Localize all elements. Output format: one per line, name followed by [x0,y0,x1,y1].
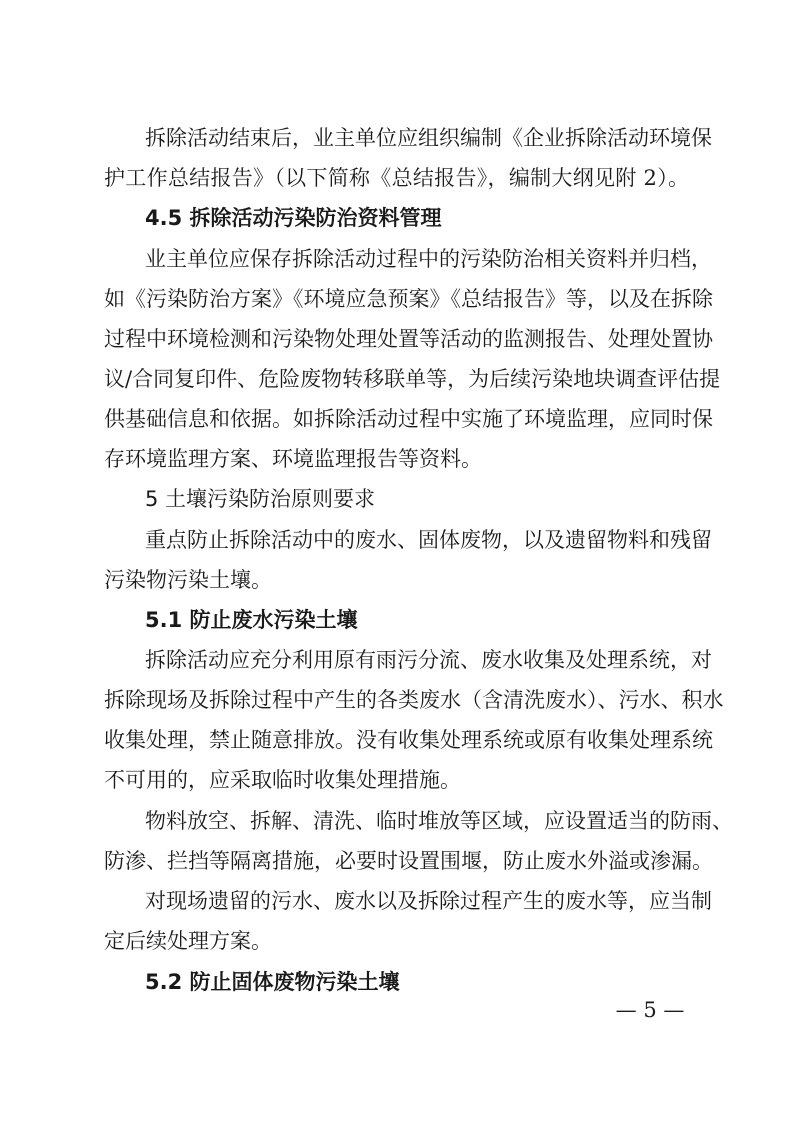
paragraph-line: 定后续处理方案。 [104,929,272,953]
paragraph-line: 防渗、拦挡等隔离措施，必要时设置围堰，防止废水外溢或渗漏。 [104,849,713,873]
paragraph-line: 业主单位应保存拆除活动过程中的污染防治相关资料并归档， [145,247,712,271]
paragraph-line: 不可用的，应采取临时收集处理措施。 [104,768,461,792]
paragraph-line: 过程中环境检测和污染物处理处置等活动的监测报告、处理处置协 [104,327,713,351]
paragraph-line: 拆除活动应充分利用原有雨污分流、废水收集及处理系统，对 [145,648,712,672]
paragraph-line: 护工作总结报告》（以下简称《总结报告》，编制大纲见附 2）。 [104,166,689,190]
paragraph-line: 对现场遗留的污水、废水以及拆除过程产生的废水等，应当制 [145,889,712,913]
paragraph-line: 拆除活动结束后，业主单位应组织编制《企业拆除活动环境保 [145,126,712,150]
section-heading-5-1: 5.1 防止废水污染土壤 [145,608,358,632]
paragraph-line: 污染物污染土壤。 [104,568,272,592]
section-heading-4-5: 4.5 拆除活动污染防治资料管理 [145,206,442,230]
paragraph-line: 拆除现场及拆除过程中产生的各类废水（含清洗废水）、污水、积水 [104,688,724,712]
paragraph-line: 存环境监理方案、环境监理报告等资料。 [104,447,482,471]
section-heading-5-2: 5.2 防止固体废物污染土壤 [145,970,400,994]
section-heading-5: 5 土壤污染防治原则要求 [145,487,376,511]
page-number: — 5 — [615,998,685,1022]
paragraph-line: 如《污染防治方案》《环境应急预案》《总结报告》等，以及在拆除 [104,287,713,311]
paragraph-line: 收集处理，禁止随意排放。没有收集处理系统或原有收集处理系统 [104,728,713,752]
paragraph-line: 议/合同复印件、危险废物转移联单等，为后续污染地块调查评估提 [104,367,721,391]
paragraph-line: 供基础信息和依据。如拆除活动过程中实施了环境监理，应同时保 [104,407,713,431]
paragraph-line: 重点防止拆除活动中的废水、固体废物，以及遗留物料和残留 [145,528,712,552]
paragraph-line: 物料放空、拆解、清洗、临时堆放等区域，应设置适当的防雨、 [145,809,733,833]
